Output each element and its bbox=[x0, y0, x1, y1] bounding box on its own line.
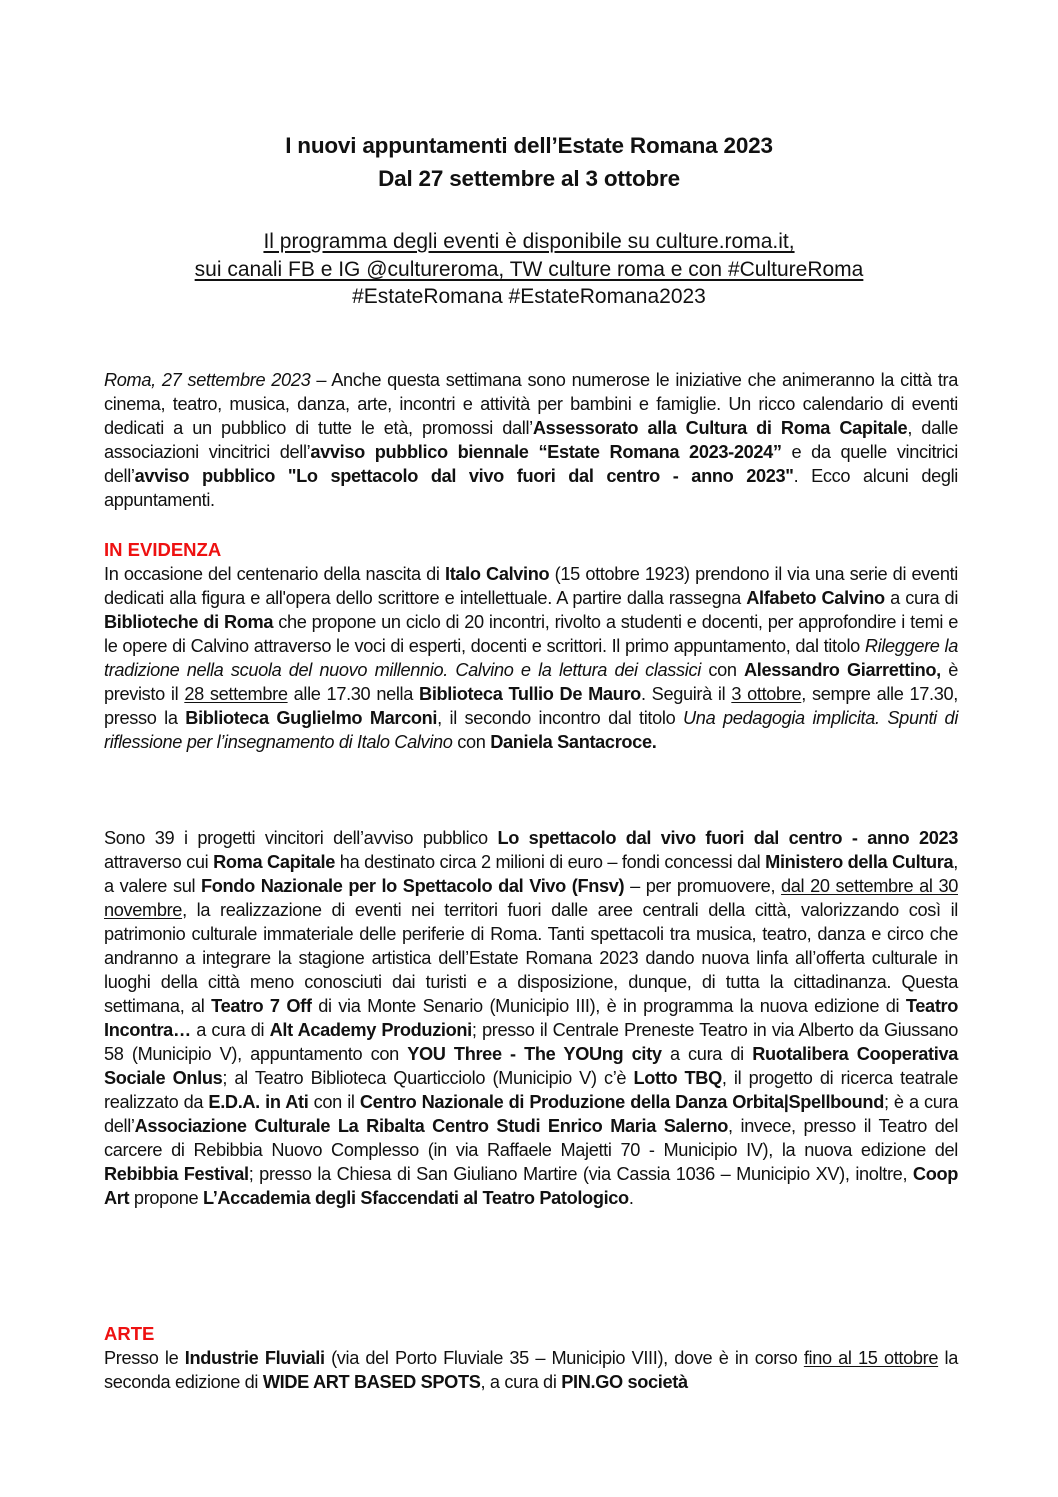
bold-text: Alessandro Giarrettino, bbox=[744, 660, 941, 680]
underlined-date: 3 ottobre bbox=[731, 684, 802, 704]
italic-title: Una pedagogia implicita. Spunti di riflessione per l’insegnamento di Italo Calvino bbox=[104, 708, 959, 752]
bold-text: Ruotalibera Cooperativa Sociale Onlus bbox=[104, 1044, 958, 1088]
text: è previsto il bbox=[104, 660, 958, 704]
bold-text: Teatro 7 Off bbox=[211, 996, 312, 1016]
underlined-date: 28 settembre bbox=[184, 684, 288, 704]
bold-text: WIDE ART BASED SPOTS bbox=[262, 1372, 481, 1392]
intro-text: , dalle associazioni vincitrici dell’ bbox=[104, 418, 958, 462]
text: la seconda edizione di bbox=[104, 1348, 958, 1392]
bold-text: Biblioteca Guglielmo Marconi bbox=[185, 708, 438, 728]
bold-text: Alfabeto Calvino bbox=[746, 588, 885, 608]
text: ; è a cura dell’ bbox=[104, 1092, 958, 1136]
page-title bbox=[0, 129, 1058, 195]
text: , la realizzazione di eventi nei territori fuori dalle aree centrali della città, valorizzando così il patrimonio culturale immateriale delle periferie di Roma. Tanti spettacoli tra musica, teatro, danza e circo che andranno a integrare la stagione artistica dell’Estate Romana 2023 dando nuova linfa all’offerta culturale in luoghi della città meno conosciuti dai turisti e a disposizione, dunque, di tutta la cittadinanza. Questa settimana, al bbox=[104, 900, 958, 1016]
text: , invece, presso il Teatro del carcere di Rebibbia Nuovo Complesso (in via Raffaele Majetti 70 - Municipio IV), la nuova edizione del bbox=[104, 1116, 959, 1160]
links-block bbox=[0, 228, 1058, 311]
spettacolo-paragraph bbox=[104, 826, 958, 1210]
bold-text: Rebibbia Festival bbox=[104, 1164, 249, 1184]
text: – per promuovere, bbox=[624, 876, 782, 896]
title-line-2: Dal 27 settembre al 3 ottobre bbox=[378, 166, 680, 191]
underlined-date-range: dal 20 settembre al 30 novembre bbox=[104, 876, 958, 920]
section-heading-arte: ARTE bbox=[104, 1323, 155, 1344]
bold-text: Centro Nazionale di Produzione della Danza Orbita|Spellbound bbox=[359, 1092, 884, 1112]
bold-text: Italo Calvino bbox=[445, 564, 550, 584]
bold-text: Daniela Santacroce. bbox=[490, 732, 657, 752]
section-heading-in-evidenza: IN EVIDENZA bbox=[104, 539, 222, 560]
text: (via del Porto Fluviale 35 – Municipio VIII), dove è in corso bbox=[324, 1348, 804, 1368]
bold-text: Roma Capitale bbox=[213, 852, 335, 872]
intro-bold: Assessorato alla Cultura di Roma Capitale bbox=[532, 418, 908, 438]
intro-text: – Anche questa settimana sono numerose le iniziative che animeranno la città tra cinema, teatro, musica, danza, arte, incontri e attività per bambini e famiglie. Un ricco calendario di eventi dedicati a un pubblico di tutte le età, promossi dall’ bbox=[104, 370, 959, 438]
text: ; presso il Centrale Preneste Teatro in via Alberto da Giussano 58 (Municipio V), appuntamento con bbox=[104, 1020, 959, 1064]
bold-text: Fondo Nazionale per lo Spettacolo dal Vivo (Fnsv) bbox=[201, 876, 625, 896]
text: ; presso la Chiesa di San Giuliano Martire (via Cassia 1036 – Municipio XV), inoltre, bbox=[248, 1164, 913, 1184]
bold-text: PIN.GO società bbox=[561, 1372, 688, 1392]
text: a cura di bbox=[884, 588, 959, 608]
social-channels-link[interactable]: sui canali FB e IG @cultureroma, TW culture roma e con #CultureRoma bbox=[194, 257, 864, 281]
intro-text: . Ecco alcuni degli appuntamenti. bbox=[104, 466, 958, 510]
text: ha destinato circa 2 milioni di euro – fondi concessi dal bbox=[335, 852, 766, 872]
text: . Seguirà il bbox=[640, 684, 732, 704]
in-evidenza-paragraph bbox=[104, 562, 958, 754]
bold-text: Coop Art bbox=[104, 1164, 958, 1208]
text: con bbox=[452, 732, 491, 752]
text: a cura di bbox=[661, 1044, 753, 1064]
text: In occasione del centenario della nascita di bbox=[104, 564, 445, 584]
text: con il bbox=[308, 1092, 360, 1112]
text: di via Monte Senario (Municipio III), è in programma la nuova edizione di bbox=[311, 996, 906, 1016]
intro-bold: avviso pubblico biennale “Estate Romana 2023-2024” bbox=[310, 442, 782, 462]
italic-title: Rileggere la tradizione nella scuola del nuovo millennio. Calvino e la lettura dei classici bbox=[104, 636, 958, 680]
bold-text: Lotto TBQ bbox=[633, 1068, 722, 1088]
text: ; al Teatro Biblioteca Quarticciolo (Municipio V) c’è bbox=[222, 1068, 634, 1088]
text: (15 ottobre 1923) prendono il via una serie di eventi dedicati alla figura e all'opera dello scrittore e intellettuale. A partire dalla rassegna bbox=[104, 564, 958, 608]
bold-text: Industrie Fluviali bbox=[184, 1348, 325, 1368]
text: , a cura di bbox=[480, 1372, 562, 1392]
title-line-1: I nuovi appuntamenti dell’Estate Romana 2023 bbox=[285, 133, 773, 158]
dateline: Roma, 27 settembre 2023 bbox=[104, 370, 311, 390]
bold-text: Lo spettacolo dal vivo fuori dal centro - anno 2023 bbox=[497, 828, 959, 848]
bold-text: Teatro Incontra… bbox=[104, 996, 959, 1040]
underlined-date: fino al 15 ottobre bbox=[803, 1348, 939, 1368]
text: . bbox=[628, 1188, 634, 1208]
intro-bold: avviso pubblico "Lo spettacolo dal vivo fuori dal centro - anno 2023" bbox=[134, 466, 794, 486]
text: alle 17.30 nella bbox=[287, 684, 420, 704]
text: , a valere sul bbox=[104, 852, 958, 896]
bold-text: Ministero della Cultura bbox=[765, 852, 954, 872]
text: , il progetto di ricerca teatrale realizzato da bbox=[104, 1068, 958, 1112]
bold-text: YOU Three - The YOUng city bbox=[407, 1044, 662, 1064]
arte-paragraph bbox=[104, 1346, 958, 1394]
bold-text: E.D.A. in Ati bbox=[208, 1092, 309, 1112]
intro-text: e da quelle vincitrici dell’ bbox=[104, 442, 958, 486]
text: Presso le bbox=[104, 1348, 185, 1368]
text: a cura di bbox=[190, 1020, 270, 1040]
text: attraverso cui bbox=[104, 852, 214, 872]
bold-text: Alt Academy Produzioni bbox=[269, 1020, 472, 1040]
text: con bbox=[700, 660, 745, 680]
text: Sono 39 i progetti vincitori dell’avviso pubblico bbox=[104, 828, 498, 848]
bold-text: Biblioteche di Roma bbox=[104, 612, 274, 632]
text: , sempre alle 17.30, presso la bbox=[104, 684, 958, 728]
text: propone bbox=[129, 1188, 203, 1208]
text: , il secondo incontro dal titolo bbox=[437, 708, 684, 728]
bold-text: Associazione Culturale La Ribalta Centro Studi Enrico Maria Salerno bbox=[134, 1116, 729, 1136]
hashtags: #EstateRomana #EstateRomana2023 bbox=[352, 285, 706, 308]
program-link[interactable]: Il programma degli eventi è disponibile su culture.roma.it, bbox=[263, 230, 795, 253]
bold-text: L’Accademia degli Sfaccendati al Teatro Patologico bbox=[202, 1188, 629, 1208]
intro-paragraph bbox=[104, 368, 958, 512]
text: che propone un ciclo di 20 incontri, rivolto a studenti e docenti, per approfondire i temi e le opere di Calvino attraverso le voci di esperti, docenti e scrittori. Il primo appuntamento, dal titolo bbox=[104, 612, 958, 656]
bold-text: Biblioteca Tullio De Mauro bbox=[419, 684, 641, 704]
